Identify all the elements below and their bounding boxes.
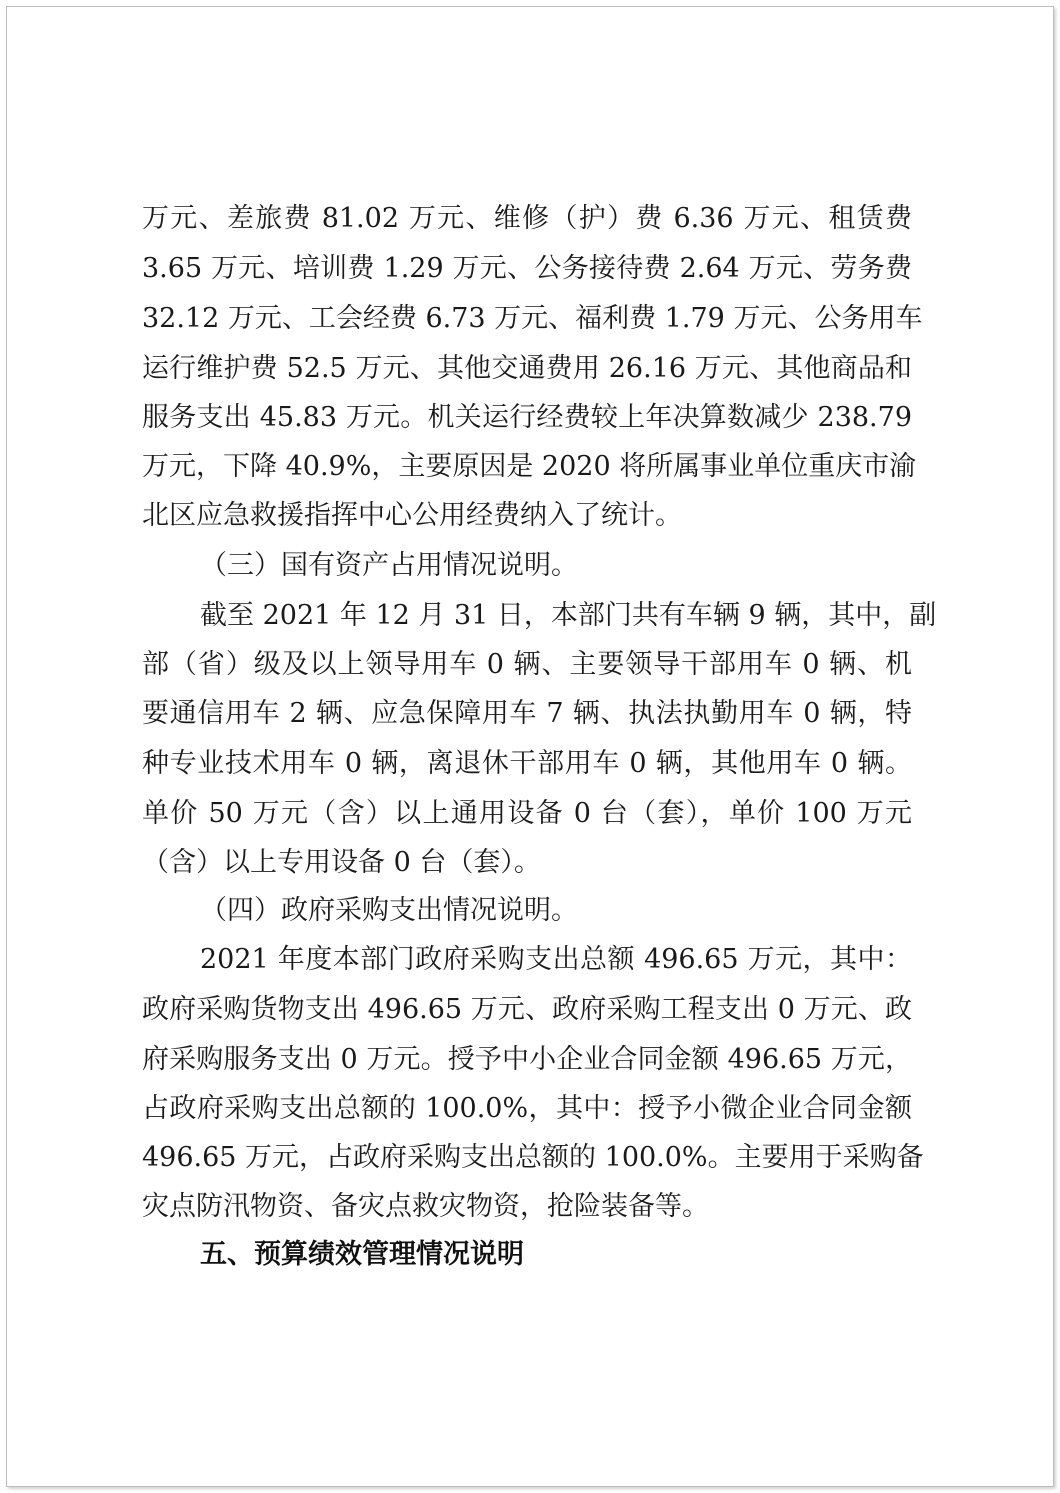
text-line: 政府采购货物支出 496.65 万元、政府采购工程支出 0 万元、政 [142,994,912,1025]
text-line: 32.12 万元、工会经费 6.73 万元、福利费 1.79 万元、公务用车 [142,303,923,334]
text-line: 单价 50 万元（含）以上通用设备 0 台（套），单价 100 万元 [142,798,912,829]
text-line: 万元，下降 40.9%，主要原因是 2020 将所属事业单位重庆市渝 [142,451,917,482]
text-line: 截至 2021 年 12 月 31 日，本部门共有车辆 9 辆，其中，副 [200,600,937,631]
text-line: 部（省）级及以上领导用车 0 辆、主要领导干部用车 0 辆、机 [142,649,912,680]
text-line: 万元、差旅费 81.02 万元、维修（护）费 6.36 万元、租赁费 [142,203,912,234]
text-line: （含）以上专用设备 0 台（套）。 [142,847,541,878]
text-line: 496.65 万元，占政府采购支出总额的 100.0%。主要用于采购备 [142,1142,924,1173]
text-line: 占政府采购支出总额的 100.0%，其中：授予小微企业合同金额 [142,1093,912,1124]
text-line: 2021 年度本部门政府采购支出总额 496.65 万元，其中： [200,944,912,975]
text-line: 灾点防汛物资、备灾点救灾物资，抢险装备等。 [142,1191,709,1222]
section-subheading-procurement: （四）政府采购支出情况说明。 [200,895,578,926]
text-line: 3.65 万元、培训费 1.29 万元、公务接待费 2.64 万元、劳务费 [142,253,912,284]
text-line: 种专业技术用车 0 辆，离退休干部用车 0 辆，其他用车 0 辆。 [142,748,912,779]
text-line: 运行维护费 52.5 万元、其他交通费用 26.16 万元、其他商品和 [142,353,912,384]
text-line: 要通信用车 2 辆、应急保障用车 7 辆、执法执勤用车 0 辆，特 [142,698,912,729]
text-line: 北区应急救援指挥中心公用经费纳入了统计。 [142,500,682,531]
section-subheading-assets: （三）国有资产占用情况说明。 [200,550,578,581]
text-line: 服务支出 45.83 万元。机关运行经费较上年决算数减少 238.79 [142,402,912,433]
section-heading-performance: 五、预算绩效管理情况说明 [200,1239,524,1270]
text-line: 府采购服务支出 0 万元。授予中小企业合同金额 496.65 万元， [142,1044,912,1075]
